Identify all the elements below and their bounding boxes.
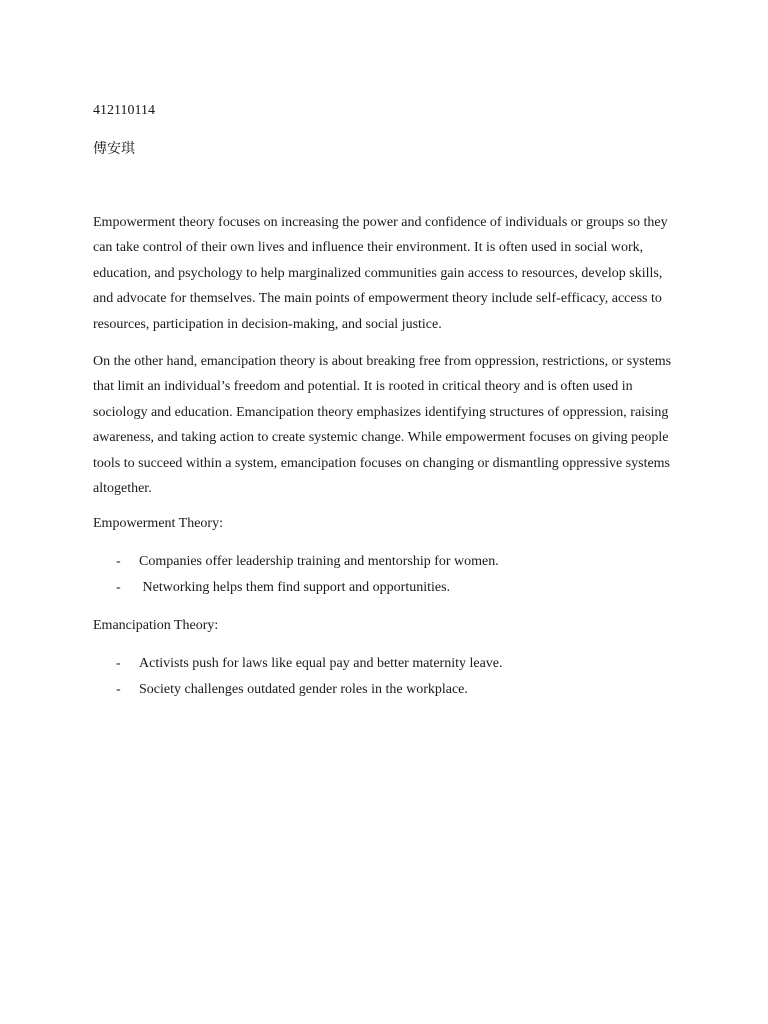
list-item-text: Society challenges outdated gender roles in the workplace. (139, 682, 468, 698)
list-item-text: Companies offer leadership training and mentorship for women. (139, 554, 499, 570)
paragraph-empowerment: Empowerment theory focuses on increasing the power and confidence of individuals or groups so they can take control of their own lives and influence their environment. It is often used in social work, education, and psychology to help marginalized communities gain access to resources, develop skills, and advocate for themselves. The main points of empowerment theory include self-efficacy, access to resources, participation in decision-making, and social justice. (93, 215, 668, 332)
list-item-text: Activists push for laws like equal pay and better maternity leave. (139, 656, 503, 672)
bullet-dash: - (116, 682, 121, 698)
document-content (93, 100, 683, 717)
bullet-dash: - (116, 554, 121, 570)
list-item (93, 575, 683, 601)
bullet-list-emancipation (93, 651, 683, 703)
list-item (93, 651, 683, 677)
list-item (93, 549, 683, 575)
student-id: 412110114 (93, 103, 155, 118)
paragraph-emancipation: On the other hand, emancipation theory is about breaking free from oppression, restrictions, or systems that limit an individual’s freedom and potential. It is rooted in critical theory and is often used in sociology and education. Emancipation theory emphasizes identifying structures of oppression, raising awareness, and taking action to create systemic change. While empowerment focuses on giving people tools to succeed within a system, emancipation focuses on changing or dismantling oppressive systems altogether. (93, 354, 672, 497)
bullet-dash: - (116, 580, 121, 596)
bullet-dash: - (116, 656, 121, 672)
section-heading-empowerment: Empowerment Theory: (93, 516, 223, 532)
student-name: 傅安琪 (93, 142, 135, 157)
section-heading-emancipation: Emancipation Theory: (93, 618, 219, 634)
list-item-text: Networking helps them find support and opportunities. (139, 580, 451, 596)
bullet-list-empowerment (93, 549, 683, 601)
list-item (93, 677, 683, 703)
